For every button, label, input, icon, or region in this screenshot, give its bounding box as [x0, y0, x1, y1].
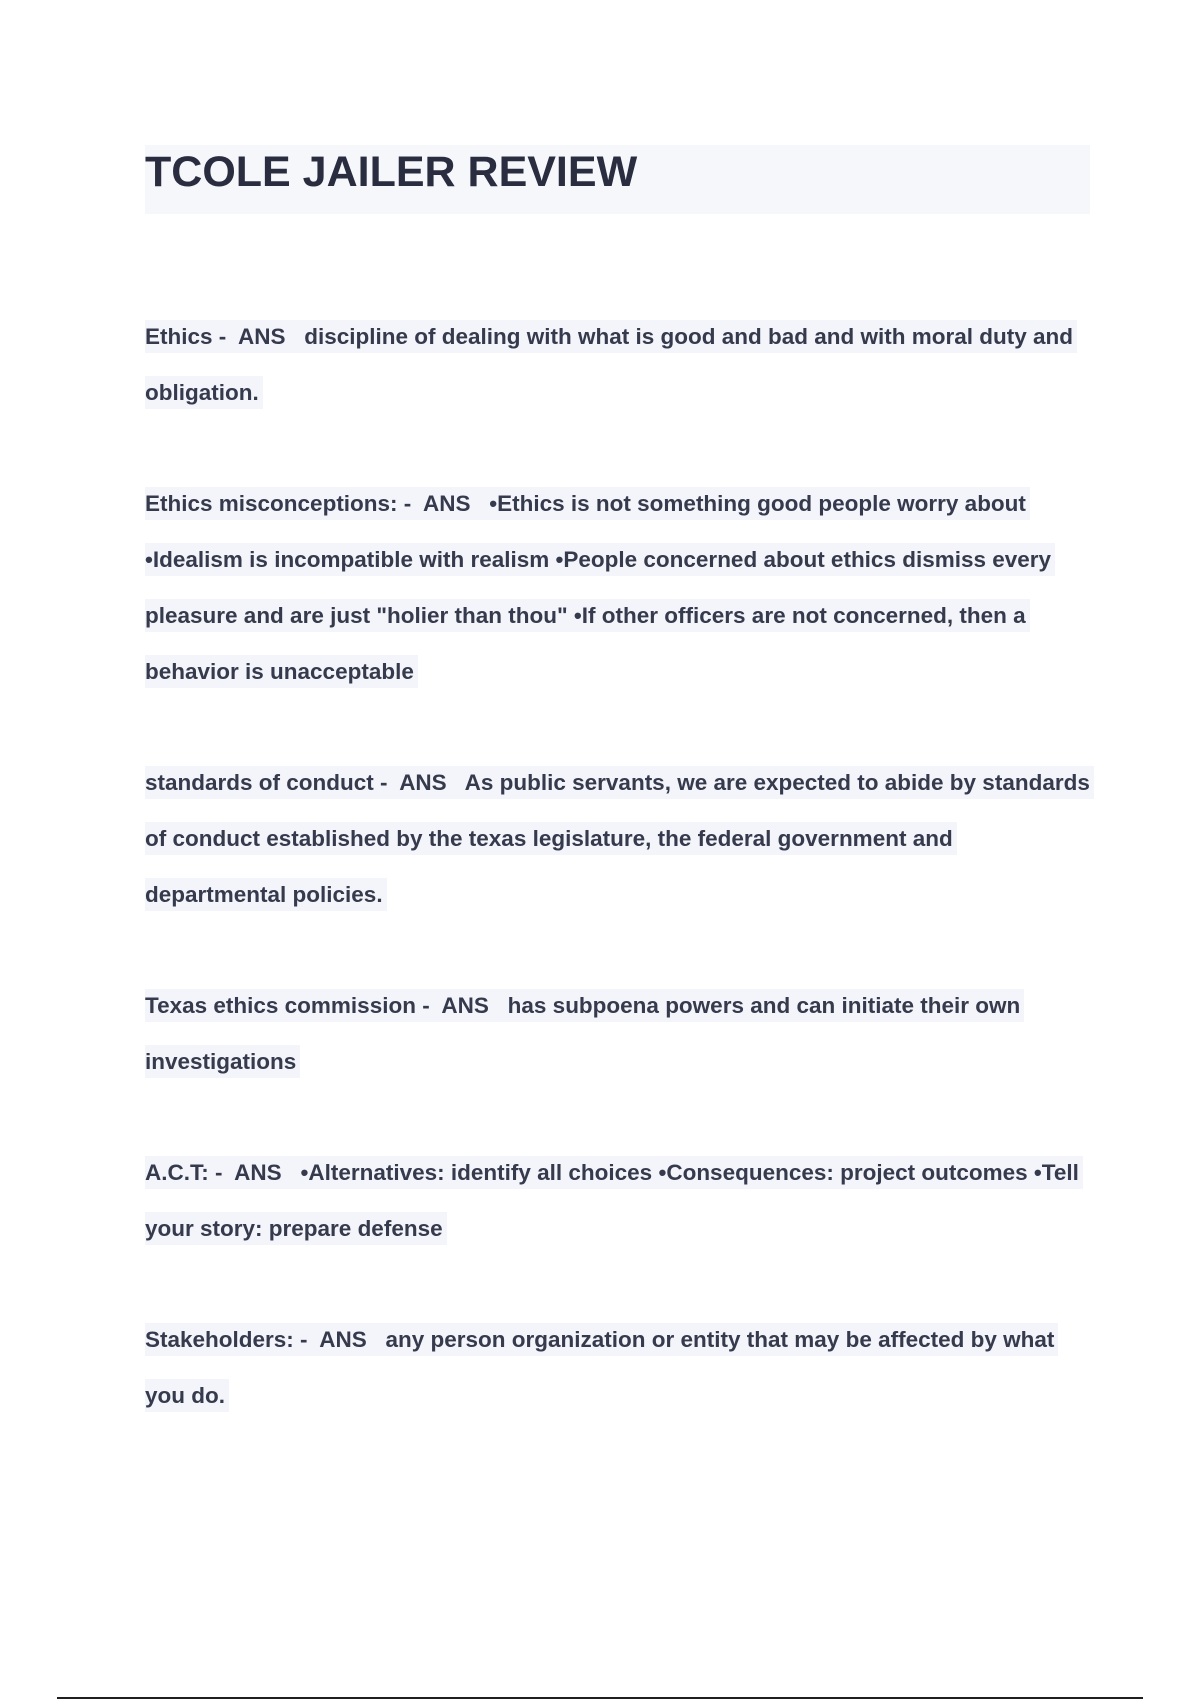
flashcard-entry: [145, 755, 1095, 923]
footer-divider: [57, 1697, 1143, 1699]
flashcard-entry: [145, 1145, 1095, 1257]
flashcard-text: [145, 1312, 1095, 1424]
ans-label: ANS: [422, 491, 471, 516]
flashcard-definition: •Alternatives: identify all choices •Consequences: project outcomes •Tell your story: prepare defense: [145, 1160, 1079, 1241]
ans-label: ANS: [234, 1160, 282, 1185]
flashcard-definition: discipline of dealing with what is good and bad and with moral duty and obligation.: [145, 324, 1074, 405]
flashcard-entry: [145, 309, 1095, 421]
flashcard-definition: •Ethics is not something good people worry about •Idealism is incompatible with realism •People concerned about ethics dismiss every pleasure and are just "holier than thou" •If other officers are not concerned, then a behavior is unacceptable: [145, 491, 1052, 684]
flashcard-entry: [145, 978, 1095, 1090]
document-title: TCOLE JAILER REVIEW: [145, 148, 638, 196]
flashcard-entry: [145, 1312, 1095, 1424]
flashcard-term: Texas ethics commission -: [145, 993, 430, 1018]
ans-label: ANS: [237, 324, 286, 349]
flashcard-text: [145, 755, 1095, 923]
ans-label: ANS: [441, 993, 489, 1018]
flashcard-text: [145, 476, 1095, 700]
flashcard-term: Stakeholders: -: [145, 1327, 308, 1352]
flashcard-entry: [145, 476, 1095, 700]
flashcard-text: [145, 978, 1095, 1090]
flashcard-term: standards of conduct -: [145, 770, 388, 795]
flashcard-definition: any person organization or entity that may be affected by what you do.: [145, 1327, 1055, 1408]
flashcard-text: [145, 309, 1095, 421]
flashcard-list: [145, 309, 1095, 1479]
flashcard-term: Ethics misconceptions: -: [145, 491, 412, 516]
flashcard-definition: has subpoena powers and can initiate their own investigations: [145, 993, 1021, 1074]
ans-label: ANS: [319, 1327, 367, 1352]
flashcard-term: A.C.T: -: [145, 1160, 223, 1185]
flashcard-definition: As public servants, we are expected to abide by standards of conduct established by the texas legislature, the federal government and departmental policies.: [145, 770, 1090, 907]
ans-label: ANS: [399, 770, 447, 795]
flashcard-text: [145, 1145, 1095, 1257]
flashcard-term: Ethics -: [145, 324, 227, 349]
